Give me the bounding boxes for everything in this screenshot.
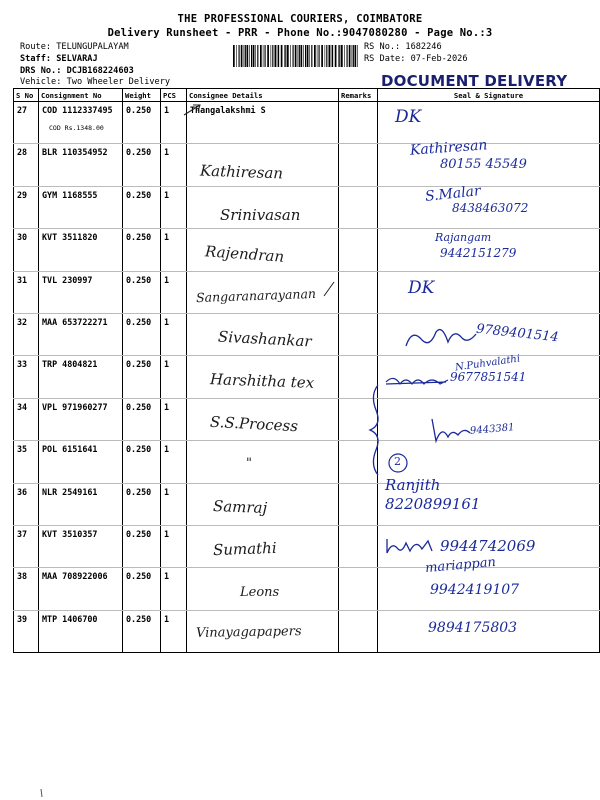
consignee-text xyxy=(187,272,338,275)
sno-cell xyxy=(14,610,39,652)
barcode-bar xyxy=(335,45,337,67)
barcode-bar xyxy=(326,45,327,67)
handwritten-name: Kathiresan xyxy=(199,161,284,183)
handwritten-name: Samraj xyxy=(212,497,268,517)
weight-text: 0.250 xyxy=(126,359,152,370)
consignment-text: TRP 4804821 xyxy=(42,359,98,370)
pcs-cell xyxy=(161,568,187,610)
drs-value: DCJB168224603 xyxy=(66,66,134,76)
barcode-bar xyxy=(339,45,340,67)
pcs-cell xyxy=(161,271,187,313)
consignment-cell xyxy=(39,271,123,313)
consignee-text: Thangalakshmi S xyxy=(190,105,266,115)
pcs-cell xyxy=(161,441,187,483)
barcode-bar xyxy=(267,45,269,67)
consignee-cell xyxy=(187,102,339,144)
signature: DK xyxy=(408,278,435,298)
table-row xyxy=(14,102,600,144)
sno-cell xyxy=(14,102,39,144)
barcode-bar xyxy=(290,45,291,67)
pcs-cell xyxy=(161,483,187,525)
consignment-text: KVT 3511820 xyxy=(42,232,98,243)
phone-handwritten: 9789401514 xyxy=(475,321,560,346)
barcode-bar xyxy=(329,45,331,67)
pcs-text: 1 xyxy=(164,189,170,200)
signature: S.Malar xyxy=(424,183,482,205)
sno-cell xyxy=(14,568,39,610)
barcode-bar xyxy=(278,45,279,67)
route-label: Route: xyxy=(20,42,52,52)
remarks-cell xyxy=(339,610,378,652)
barcode-bar xyxy=(239,45,240,67)
consignee-text xyxy=(187,144,338,147)
col-signature-header: Seal & Signature xyxy=(378,89,600,102)
weight-cell xyxy=(123,483,161,525)
barcode-bar xyxy=(257,45,258,67)
consignment-text: VPL 971960277 xyxy=(42,401,108,412)
barcode-bar xyxy=(353,45,354,67)
sno-cell xyxy=(14,483,39,525)
phone-handwritten: 9944742069 xyxy=(440,537,536,555)
handwritten-name: Vinayagapapers xyxy=(195,624,302,641)
staff-line xyxy=(20,54,98,64)
weight-text: 0.250 xyxy=(126,105,152,115)
barcode-bar xyxy=(305,45,306,67)
barcode-bar xyxy=(352,45,353,67)
weight-text: 0.250 xyxy=(126,401,152,412)
weight-cell xyxy=(123,568,161,610)
phone-handwritten: 9443381 xyxy=(469,422,515,437)
phone-handwritten: 9894175803 xyxy=(428,620,518,636)
sno-text: 27 xyxy=(17,105,28,115)
barcode-bar xyxy=(307,45,309,67)
phone-handwritten: 9677851541 xyxy=(450,370,527,384)
sno-cell xyxy=(14,356,39,398)
consignment-text: BLR 110354952 xyxy=(42,147,108,158)
phone-handwritten: 80155 45549 xyxy=(440,157,527,172)
weight-cell xyxy=(123,186,161,228)
weight-text: 0.250 xyxy=(126,613,152,624)
sno-cell xyxy=(14,313,39,355)
col-consignee-header: Consignee Details xyxy=(187,89,339,102)
barcode-bar xyxy=(295,45,297,67)
consignee-text xyxy=(187,611,338,614)
remarks-cell xyxy=(339,186,378,228)
barcode-bar xyxy=(260,45,262,67)
consignment-cell xyxy=(39,186,123,228)
weight-text: 0.250 xyxy=(126,528,152,539)
weight-text: 0.250 xyxy=(126,232,152,243)
pcs-text: 1 xyxy=(164,528,170,539)
tick-mark xyxy=(322,280,336,298)
consignment-cell xyxy=(39,568,123,610)
consignment-text: GYM 1168555 xyxy=(42,189,98,200)
pcs-text: 1 xyxy=(164,571,170,582)
consignment-text: MTP 1406700 xyxy=(42,613,98,624)
sno-text: 37 xyxy=(17,528,28,539)
pcs-text: 1 xyxy=(164,486,170,497)
vehicle-label: Vehicle: xyxy=(20,77,62,87)
consignment-cell xyxy=(39,525,123,567)
weight-cell xyxy=(123,356,161,398)
consignee-text xyxy=(187,484,338,487)
sno-text: 36 xyxy=(17,486,28,497)
rs-no-value: 1682246 xyxy=(405,42,442,52)
barcode-bar xyxy=(344,45,345,67)
consignee-text xyxy=(187,441,338,444)
consignee-text xyxy=(187,568,338,571)
weight-cell xyxy=(123,610,161,652)
barcode-bar xyxy=(309,45,310,67)
pcs-text: 1 xyxy=(164,147,170,158)
barcode-bar xyxy=(287,45,289,67)
stray-mark xyxy=(38,788,46,798)
barcode-bar xyxy=(314,45,316,67)
sno-text: 29 xyxy=(17,189,28,200)
weight-cell xyxy=(123,229,161,271)
pcs-cell xyxy=(161,144,187,186)
handwritten-ditto: " xyxy=(246,456,252,471)
weight-cell xyxy=(123,398,161,440)
barcode-bar xyxy=(265,45,266,67)
weight-text: 0.250 xyxy=(126,316,152,327)
weight-text: 0.250 xyxy=(126,189,152,200)
remarks-cell xyxy=(339,229,378,271)
consignment-cell xyxy=(39,483,123,525)
barcode-bar xyxy=(301,45,303,67)
phone-handwritten: 8220899161 xyxy=(385,495,481,513)
consignee-text xyxy=(187,187,338,190)
consignment-cell xyxy=(39,441,123,483)
barcode-bar xyxy=(249,45,250,67)
sno-cell xyxy=(14,441,39,483)
barcode-bar xyxy=(251,45,252,67)
barcode-bar xyxy=(233,45,235,67)
pcs-text: 1 xyxy=(164,105,170,115)
signature-scribble xyxy=(384,372,450,390)
table-row xyxy=(14,441,600,483)
signature: Kathiresan xyxy=(409,137,488,159)
remarks-cell xyxy=(339,568,378,610)
barcode-bar xyxy=(245,45,246,67)
weight-text: 0.250 xyxy=(126,571,152,582)
consignment-cell xyxy=(39,398,123,440)
pcs-cell xyxy=(161,186,187,228)
sno-text: 34 xyxy=(17,401,28,412)
barcode-bar xyxy=(277,45,278,67)
sno-text: 35 xyxy=(17,444,28,455)
rs-date-line xyxy=(364,54,468,64)
pcs-cell xyxy=(161,610,187,652)
weight-cell xyxy=(123,441,161,483)
barcode-bar xyxy=(284,45,285,67)
barcode-bar xyxy=(253,45,255,67)
barcode-bar xyxy=(303,45,304,67)
sno-cell xyxy=(14,186,39,228)
barcode-bar xyxy=(338,45,339,67)
consignee-text xyxy=(187,229,338,232)
barcode-bar xyxy=(325,45,326,67)
remarks-cell xyxy=(339,144,378,186)
sno-cell xyxy=(14,525,39,567)
barcode-bar xyxy=(241,45,243,67)
col-weight-header: Weight xyxy=(123,89,161,102)
consignment-text: COD 1112337495 xyxy=(42,105,113,115)
consignment-text: POL 6151641 xyxy=(42,444,98,455)
sno-text: 31 xyxy=(17,274,28,285)
consignment-cell xyxy=(39,610,123,652)
col-pcs-header: PCS xyxy=(161,89,187,102)
barcode-bar xyxy=(275,45,277,67)
barcode-bar xyxy=(298,45,299,67)
weight-cell xyxy=(123,102,161,144)
signature: Rajangam xyxy=(435,231,492,244)
signature: N.Puhvalathi xyxy=(454,353,521,374)
pcs-text: 1 xyxy=(164,613,170,624)
table-row xyxy=(14,483,600,525)
phone-handwritten: 9442151279 xyxy=(440,246,517,260)
consignment-text: TVL 230997 xyxy=(42,274,93,285)
weight-text: 0.250 xyxy=(126,486,152,497)
barcode-bar xyxy=(349,45,351,67)
sno-cell xyxy=(14,144,39,186)
circled-digit: 2 xyxy=(394,455,401,468)
barcode-bar xyxy=(347,45,348,67)
barcode-bar xyxy=(281,45,283,67)
pcs-text: 1 xyxy=(164,444,170,455)
barcode-bar xyxy=(285,45,286,67)
barcode xyxy=(232,45,360,67)
consignment-text: MAA 708922006 xyxy=(42,571,108,582)
weight-text: 0.250 xyxy=(126,147,152,158)
handwritten-name: Srinivasan xyxy=(220,206,301,224)
consignee-text xyxy=(187,356,338,359)
pcs-cell xyxy=(161,525,187,567)
staff-value: SELVARAJ xyxy=(56,54,98,64)
signature-scribble xyxy=(428,415,472,445)
barcode-bar xyxy=(271,45,272,67)
sno-cell xyxy=(14,271,39,313)
remarks-cell xyxy=(339,483,378,525)
weight-cell xyxy=(123,271,161,313)
consignment-text: MAA 653722271 xyxy=(42,316,108,327)
cod-amount: COD Rs.1348.00 xyxy=(49,124,104,132)
pcs-text: 1 xyxy=(164,316,170,327)
weight-cell xyxy=(123,525,161,567)
weight-cell xyxy=(123,144,161,186)
sno-text: 28 xyxy=(17,147,28,158)
barcode-bar xyxy=(331,45,332,67)
barcode-bar xyxy=(272,45,273,67)
pcs-text: 1 xyxy=(164,274,170,285)
consignee-text xyxy=(187,399,338,402)
remarks-cell xyxy=(339,313,378,355)
barcode-bar xyxy=(311,45,312,67)
signature-scribble xyxy=(384,535,440,557)
pcs-text: 1 xyxy=(164,401,170,412)
pcs-cell xyxy=(161,229,187,271)
pcs-cell xyxy=(161,398,187,440)
pcs-cell xyxy=(161,313,187,355)
runsheet-title: Delivery Runsheet - PRR - Phone No.:9047080280 - Page No.:3 xyxy=(107,27,493,39)
consignee-text xyxy=(187,526,338,529)
barcode-bar xyxy=(299,45,300,67)
vehicle-line xyxy=(20,77,170,87)
signature: mariappan xyxy=(424,554,497,577)
consignment-cell xyxy=(39,102,123,144)
weight-cell xyxy=(123,313,161,355)
table-row xyxy=(14,398,600,440)
barcode-bar xyxy=(317,45,318,67)
remarks-cell xyxy=(339,271,378,313)
handwritten-name: S.S.Process xyxy=(209,412,299,436)
weight-text: 0.250 xyxy=(126,274,152,285)
handwritten-name: Harshitha tex xyxy=(209,370,315,392)
consignee-cell xyxy=(187,441,339,483)
weight-text: 0.250 xyxy=(126,444,152,455)
barcode-bar xyxy=(263,45,264,67)
remarks-cell xyxy=(339,525,378,567)
barcode-bar xyxy=(355,45,357,67)
barcode-bar xyxy=(357,45,358,67)
signature-scribble xyxy=(402,322,482,352)
barcode-bar xyxy=(236,45,237,67)
consignment-cell xyxy=(39,313,123,355)
sno-text: 38 xyxy=(17,571,28,582)
handwritten-name: Sivashankar xyxy=(217,327,313,351)
sno-text: 33 xyxy=(17,359,28,370)
rs-date-label: RS Date: xyxy=(364,54,406,64)
consignment-cell xyxy=(39,144,123,186)
phone-handwritten: 8438463072 xyxy=(452,201,529,215)
barcode-bar xyxy=(247,45,249,67)
col-sno-header: S No xyxy=(14,89,39,102)
rs-no-line xyxy=(364,42,442,52)
barcode-bar xyxy=(319,45,320,67)
drs-line xyxy=(20,66,134,76)
signature: Ranjith xyxy=(385,476,441,494)
handwritten-name: Leons xyxy=(240,585,280,600)
drs-label: DRS No.: xyxy=(20,66,62,76)
handwritten-name: Sangaranarayanan xyxy=(195,285,317,306)
company-title: THE PROFESSIONAL COURIERS, COIMBATORE xyxy=(177,13,423,25)
sno-text: 30 xyxy=(17,232,28,243)
document-delivery-stamp: DOCUMENT DELIVERY xyxy=(381,72,568,90)
route-line xyxy=(20,42,129,52)
barcode-bar xyxy=(244,45,245,67)
route-value: TELUNGUPALAYAM xyxy=(56,42,129,52)
rs-no-label: RS No.: xyxy=(364,42,401,52)
barcode-bar xyxy=(332,45,333,67)
barcode-bar xyxy=(255,45,256,67)
consignment-cell xyxy=(39,229,123,271)
sno-cell xyxy=(14,398,39,440)
signature: DK xyxy=(395,107,422,127)
handwritten-name: Rajendran xyxy=(204,242,285,266)
barcode-bar xyxy=(321,45,323,67)
col-consignment-header: Consignment No xyxy=(39,89,123,102)
pcs-text: 1 xyxy=(164,232,170,243)
sno-text: 39 xyxy=(17,613,28,624)
consignee-text xyxy=(187,314,338,317)
consignment-text: NLR 2549161 xyxy=(42,486,98,497)
arrow-mark xyxy=(182,103,204,117)
remarks-cell xyxy=(339,102,378,144)
table-header-row xyxy=(14,89,600,102)
staff-label: Staff: xyxy=(20,54,52,64)
rs-date-value: 07-Feb-2026 xyxy=(410,54,468,64)
consignment-text: KVT 3510357 xyxy=(42,528,98,539)
col-remarks-header: Remarks xyxy=(339,89,378,102)
phone-handwritten: 9942419107 xyxy=(430,582,520,598)
barcode-bar xyxy=(293,45,294,67)
consignment-cell xyxy=(39,356,123,398)
vehicle-value: Two Wheeler Delivery xyxy=(66,77,171,87)
handwritten-name: Sumathi xyxy=(212,538,277,560)
barcode-bar xyxy=(341,45,343,67)
pcs-cell xyxy=(161,356,187,398)
sno-cell xyxy=(14,229,39,271)
pcs-text: 1 xyxy=(164,359,170,370)
sno-text: 32 xyxy=(17,316,28,327)
